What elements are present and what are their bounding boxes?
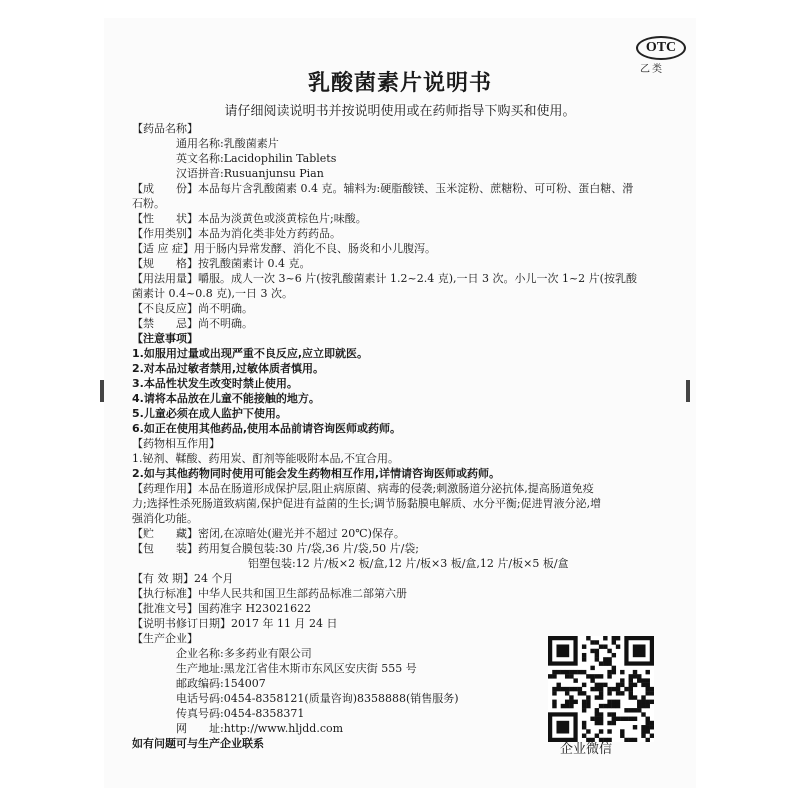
indications: 【适 应 症】用于肠内异常发酵、消化不良、肠炎和小儿腹泻。 (132, 242, 436, 255)
document-subtitle: 请仔细阅读说明书并按说明使用或在药师指导下购买和使用。 (224, 104, 576, 119)
contraindications: 【禁 忌】尚不明确。 (132, 317, 253, 330)
precaution-item: 4.请将本品放在儿童不能接触的地方。 (132, 392, 320, 405)
specification: 【规 格】按乳酸菌素计 0.4 克。 (132, 257, 311, 270)
dosage-line-1: 【用法用量】嚼服。成人一次 3~6 片(按乳酸菌素计 1.2~2.4 克),一日 3 次。小儿一次 1~2 片(按乳酸 (132, 272, 637, 285)
manufacturer-heading: 【生产企业】 (132, 632, 198, 645)
manufacturer-phone: 电话号码:0454-8358121(质量咨询)8358888(销售服务) (176, 692, 459, 705)
manufacturer-address: 生产地址:黑龙江省佳木斯市东风区安庆街 555 号 (176, 662, 417, 675)
composition-line-2: 石粉。 (132, 197, 165, 210)
packaging-line-1: 【包 装】药用复合膜包装:30 片/袋,36 片/袋,50 片/袋; (132, 542, 420, 555)
document-title: 乳酸菌素片说明书 (307, 71, 492, 96)
precautions-heading: 【注意事项】 (132, 332, 198, 345)
category: 【作用类别】本品为消化类非处方药药品。 (132, 227, 341, 240)
wechat-qr-code (548, 636, 654, 742)
pharmacology-line-1: 【药理作用】本品在肠道形成保护层,阻止病原菌、病毒的侵袭;刺激肠道分泌抗体,提高肠道免疫 (132, 482, 594, 495)
approval-number: 【批准文号】国药准字 H23021622 (132, 602, 312, 615)
qr-code-graphic (548, 636, 654, 742)
precaution-item: 6.如正在使用其他药品,使用本品前请咨询医师或药师。 (132, 422, 402, 435)
pharmacology-line-3: 强消化功能。 (132, 512, 198, 525)
otc-class-label: 乙类 (640, 64, 664, 75)
pinyin-name: 汉语拼音:Rusuanjunsu Pian (176, 167, 324, 180)
precaution-item: 2.对本品过敏者禁用,过敏体质者慎用。 (132, 362, 325, 375)
precaution-item: 5.儿童必须在成人监护下使用。 (132, 407, 287, 420)
drug-name-heading: 【药品名称】 (132, 122, 198, 135)
packaging-line-2: 铝塑包装:12 片/板×2 板/盒,12 片/板×3 板/盒,12 片/板×5 板/盒 (248, 557, 569, 570)
right-edge-mark (686, 380, 690, 402)
precaution-item: 3.本品性状发生改变时禁止使用。 (132, 377, 298, 390)
manufacturer-website: 网 址:http://www.hljdd.com (176, 722, 344, 735)
validity: 【有 效 期】24 个月 (132, 572, 234, 585)
manufacturer-fax: 传真号码:0454-8358371 (176, 707, 305, 720)
english-name: 英文名称:Lacidophilin Tablets (176, 152, 337, 165)
revision-date: 【说明书修订日期】2017 年 11 月 24 日 (132, 617, 338, 630)
adverse-reactions: 【不良反应】尚不明确。 (132, 302, 253, 315)
precaution-item: 1.如服用过量或出现严重不良反应,应立即就医。 (132, 347, 369, 360)
qr-caption: 企业微信 (560, 742, 613, 757)
otc-badge: OTC (636, 36, 686, 60)
pharmacology-line-2: 力;选择性杀死肠道致病菌,保护促进有益菌的生长;调节肠黏膜电解质、水分平衡;促进胃液分泌,增 (132, 497, 602, 510)
interaction-item: 1.铋剂、鞣酸、药用炭、酊剂等能吸附本品,不宜合用。 (132, 452, 399, 465)
standard: 【执行标准】中华人民共和国卫生部药品标准二部第六册 (132, 587, 407, 600)
manufacturer-name: 企业名称:多多药业有限公司 (176, 647, 312, 660)
dosage-line-2: 菌素计 0.4~0.8 克),一日 3 次。 (132, 287, 293, 300)
manufacturer-postcode: 邮政编码:154007 (176, 677, 266, 690)
storage: 【贮 藏】密闭,在凉暗处(避光并不超过 20℃)保存。 (132, 527, 405, 540)
interaction-item: 2.如与其他药物同时使用可能会发生药物相互作用,详情请咨询医师或药师。 (132, 467, 501, 480)
common-name: 通用名称:乳酸菌素片 (176, 137, 279, 150)
properties: 【性 状】本品为淡黄色或淡黄棕色片;味酸。 (132, 212, 367, 225)
left-edge-mark (100, 380, 104, 402)
composition-line-1: 【成 份】本品每片含乳酸菌素 0.4 克。辅料为:硬脂酸镁、玉米淀粉、蔗糖粉、可可粉、蛋白糖、滑 (132, 182, 634, 195)
manufacturer-contact-note: 如有问题可与生产企业联系 (132, 737, 264, 750)
interactions-heading: 【药物相互作用】 (132, 437, 220, 450)
